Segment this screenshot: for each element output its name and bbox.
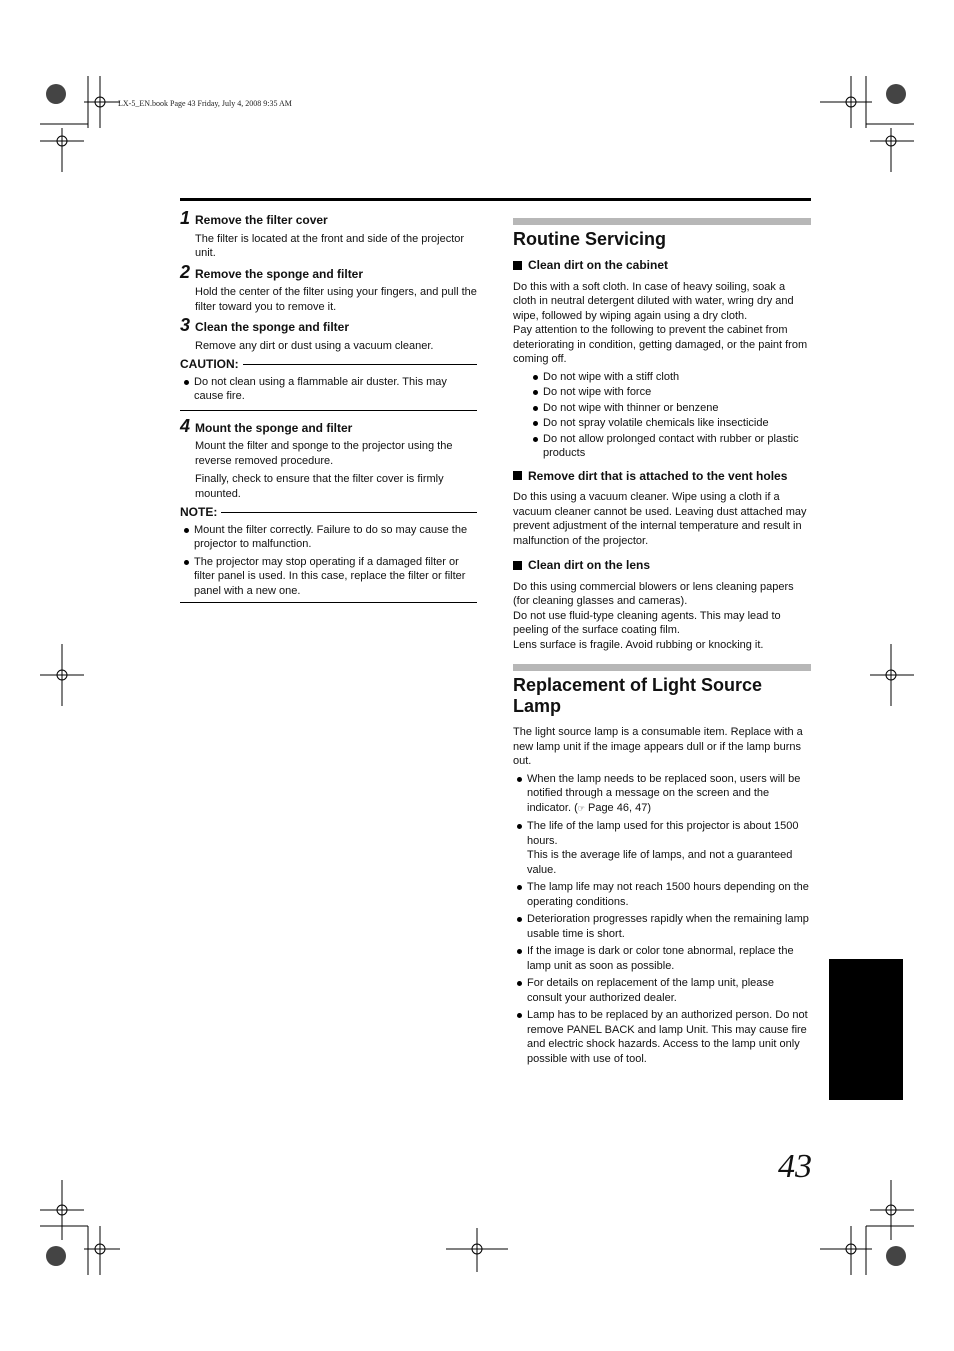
section-bar [513,664,811,671]
step-2 [180,261,477,315]
list-item: Do not wipe with thinner or benzene [529,401,811,416]
note-box [180,505,477,603]
list-item: Deterioration progresses rapidly when the remaining lamp usable time is short. [513,912,811,941]
paragraph: The light source lamp is a consumable item. Replace with a new lamp unit if the image appears dull or if the lamp burns out. [513,726,803,767]
page-number: 43 [778,1148,812,1185]
cabinet-list [529,370,811,461]
square-bullet-icon [513,261,522,270]
step-3 [180,315,477,353]
list-item: Lamp has to be replaced by an authorized person. Do not remove PANEL BACK and lamp Unit. This may cause fire and electric shock hazards. Access to the lamp unit only possible with use of tool. [513,1008,811,1066]
step-1 [180,208,477,261]
subheading-lens: Clean dirt on the lens [513,558,811,573]
step-number: 1 [180,208,191,228]
step-title: Remove the filter cover [195,213,328,227]
list-item: The lamp life may not reach 1500 hours depending on the operating conditions. [513,880,811,909]
left-column [180,208,477,603]
step-text: Finally, check to ensure that the filter cover is firmly mounted. [195,473,444,500]
square-bullet-icon [513,561,522,570]
step-text: The filter is located at the front and side of the projector unit. [195,232,465,259]
list-item: When the lamp needs to be replaced soon, users will be notified through a message on the screen and the indicator. (☞ Page 46, 47) [513,772,811,817]
list-item: Do not wipe with a stiff cloth [529,370,811,385]
square-bullet-icon [513,471,522,480]
right-column [513,218,811,1069]
step-title: Remove the sponge and filter [195,266,364,281]
top-rule [180,198,811,201]
section-title-lamp-replacement: Replacement of Light Source Lamp [513,675,763,716]
paragraph: Do this using a vacuum cleaner. Wipe using a cloth if a vacuum cleaner cannot be used. Leaving dust attached may prevent adjustment of the internal temperature and result in malfunction of the projector. [513,491,807,547]
subheading-vent-holes: Remove dirt that is attached to the vent holes [513,469,811,484]
list-item: Do not spray volatile chemicals like insecticide [529,416,811,431]
reference-icon: ☞ [577,803,585,813]
caution-label: CAUTION: [180,357,239,371]
paragraph: Do this with a soft cloth. In case of heavy soiling, soak a cloth in neutral detergent diluted with water, wring dry and wipe, followed by wiping again using a dry cloth. [513,280,794,322]
list-item: For details on replacement of the lamp unit, please consult your authorized dealer. [513,976,811,1005]
note-item: The projector may stop operating if a damaged filter or filter panel is used. In this case, replace the filter or filter panel with a new one. [180,555,477,599]
step-number: 4 [180,415,191,436]
list-item: Do not wipe with force [529,385,811,400]
step-number: 2 [180,261,191,282]
list-item: Do not allow prolonged contact with rubber or plastic products [529,432,811,461]
step-text: Mount the filter and sponge to the projector using the reverse removed procedure. [195,440,453,467]
caution-box [180,357,477,411]
caution-item: Do not clean using a flammable air duster. This may cause fire. [180,375,477,404]
note-label: NOTE: [180,505,218,519]
step-4 [180,415,477,502]
lamp-list [513,772,811,1067]
chapter-tab [829,959,903,1100]
step-title: Clean the sponge and filter [195,320,350,334]
list-item: The life of the lamp used for this projector is about 1500 hours. This is the average life of lamps, and not a guaranteed value. [513,819,811,877]
section-bar [513,218,811,225]
subheading-cabinet: Clean dirt on the cabinet [513,258,811,273]
step-title: Mount the sponge and filter [195,420,353,435]
step-number: 3 [180,315,191,335]
section-title-routine-servicing: Routine Servicing [513,229,667,249]
print-header: LX-5_EN.book Page 43 Friday, July 4, 2008 9:35 AM [118,99,292,108]
list-item: If the image is dark or color tone abnormal, replace the lamp unit as soon as possible. [513,944,811,973]
note-item: Mount the filter correctly. Failure to do so may cause the projector to malfunction. [180,523,477,552]
paragraph: Do this using commercial blowers or lens cleaning papers (for cleaning glasses and cameras). [513,580,794,607]
paragraph: Do not use fluid-type cleaning agents. This may lead to peeling of the surface coating film. [513,609,781,636]
paragraph: Lens surface is fragile. Avoid rubbing or knocking it. [513,638,764,651]
step-text: Remove any dirt or dust using a vacuum cleaner. [195,339,434,352]
paragraph: Pay attention to the following to prevent the cabinet from deteriorating in condition, getting damaged, or the paint from coming off. [513,324,808,365]
step-text: Hold the center of the filter using your fingers, and pull the filter toward you to remove it. [195,286,477,313]
